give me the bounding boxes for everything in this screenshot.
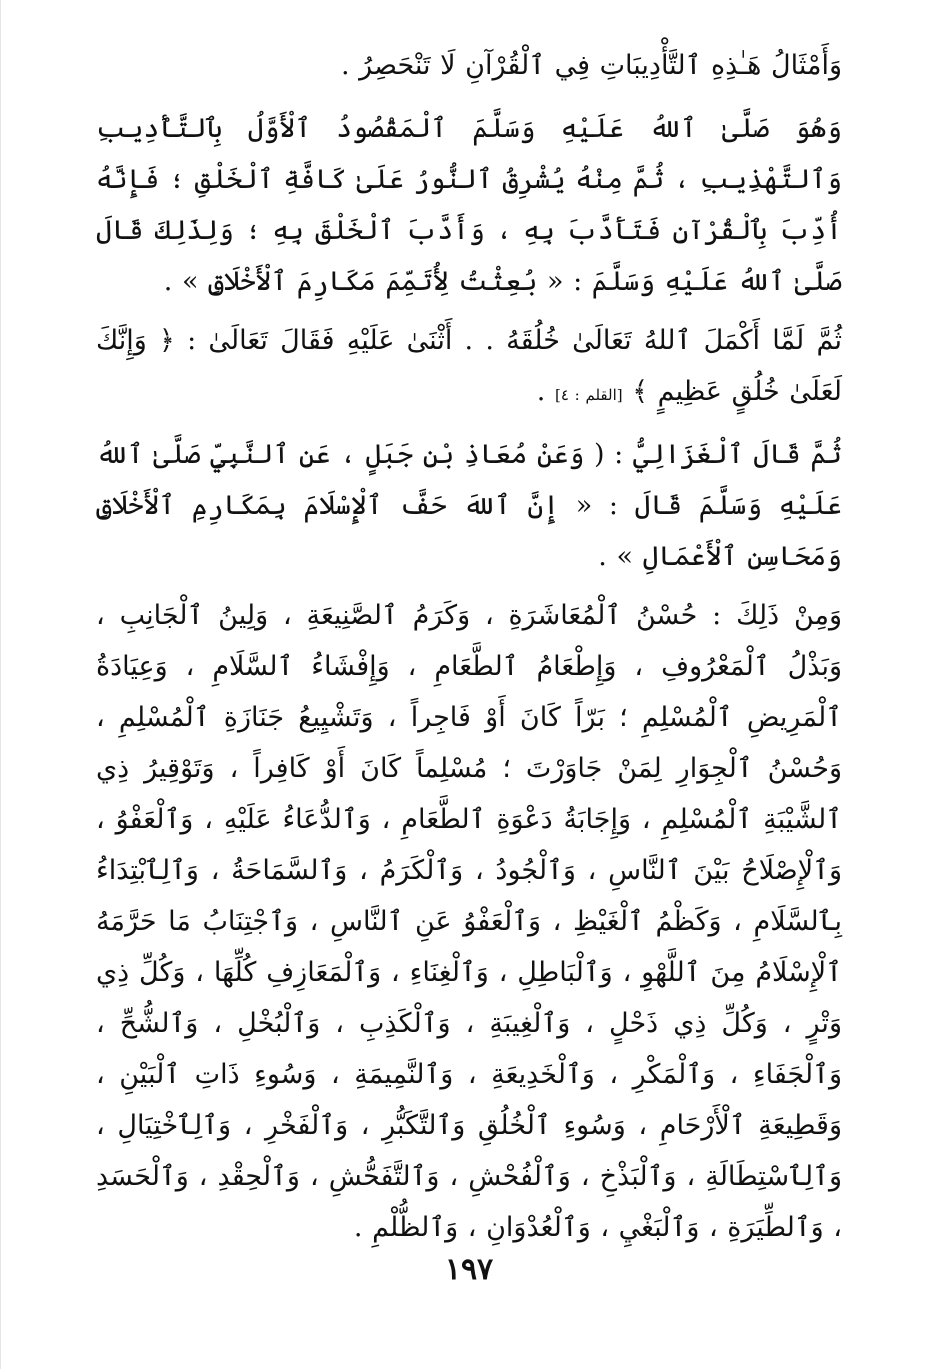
page-body	[96, 40, 842, 1253]
paragraph-4: ثُمَّ قَالَ ٱلْغَزَالِيُّ : ( وَعَنْ مُعَاذِ بْنِ جَبَلٍ ، عَنِ ٱلنَّبِيِّ صَلَّىٰ ٱللهُ عَلَيْهِ وَسَلَّمَ قَالَ : « إِنَّ ٱللهَ حَفَّ ٱلْإِسْلَامَ بِمَكَارِمِ ٱلْأَخْلَاقِ وَمَحَاسِنِ ٱلْأَعْمَالِ » .	[96, 439, 842, 572]
page-number: ١٩٧	[444, 1252, 494, 1287]
page-edge-line	[0, 0, 1, 1369]
paragraph-5: وَمِنْ ذَلِكَ : حُسْنُ ٱلْمُعَاشَرَةِ ، وَكَرَمُ ٱلصَّنِيعَةِ ، وَلِينُ ٱلْجَانِبِ ، وَبَذْلُ ٱلْمَعْرُوفِ ، وَإِطْعَامُ ٱلطَّعَامِ ، وَإِفْشَاءُ ٱلسَّلَامِ ، وَعِيَادَةُ ٱلْمَرِيضِ ٱلْمُسْلِمِ ؛ بَرّاً كَانَ أَوْ فَاجِراً ، وَتَشْيِيعُ جَنَازَةِ ٱلْمُسْلِمِ ، وَحُسْنُ ٱلْجِوَارِ لِمَنْ جَاوَرْتَ ؛ مُسْلِماً كَانَ أَوْ كَافِراً ، وَتَوْقِيرُ ذِي ٱلشَّيْبَةِ ٱلْمُسْلِمِ ، وَإِجَابَةُ دَعْوَةِ ٱلطَّعَامِ ، وَٱلدُّعَاءُ عَلَيْهِ ، وَٱلْعَفْوُ ، وَٱلْإِصْلَاحُ بَيْنَ ٱلنَّاسِ ، وَٱلْجُودُ ، وَٱلْكَرَمُ ، وَٱلسَّمَاحَةُ ، وَٱلِٱبْتِدَاءُ بِٱلسَّلَامِ ، وَكَظْمُ ٱلْغَيْظِ ، وَٱلْعَفْوُ عَنِ ٱلنَّاسِ ، وَٱجْتِنَابُ مَا حَرَّمَهُ ٱلْإِسْلَامُ مِنَ ٱللَّهْوِ ، وَٱلْبَاطِلِ ، وَٱلْغِنَاءِ ، وَٱلْمَعَازِفِ كُلِّهَا ، وَكُلِّ ذِي وَتْرٍ ، وَكُلِّ ذِي ذَحْلٍ ، وَٱلْغِيبَةِ ، وَٱلْكَذِبِ ، وَٱلْبُخْلِ ، وَٱلشُّحِّ ، وَٱلْجَفَاءِ ، وَٱلْمَكْرِ ، وَٱلْخَدِيعَةِ ، وَٱلنَّمِيمَةِ ، وَسُوءِ ذَاتِ ٱلْبَيْنِ ، وَقَطِيعَةِ ٱلْأَرْحَامِ ، وَسُوءِ ٱلْخُلُقِ وَٱلتَّكَبُّرِ ، وَٱلْفَخْرِ ، وَٱلِٱخْتِيَالِ ، وَٱلِٱسْتِطَالَةِ ، وَٱلْبَذْخِ ، وَٱلْفُحْشِ ، وَٱلتَّفَحُّشِ ، وَٱلْحِقْدِ ، وَٱلْحَسَدِ ، وَٱلطِّيَرَةِ ، وَٱلْبَغْيِ ، وَٱلْعُدْوَانِ ، وَٱلظُّلْمِ .	[96, 600, 842, 1243]
paragraph-1: وَأَمْثَالُ هَـٰذِهِ ٱلتَّأْدِيبَاتِ فِي ٱلْقُرْآنِ لَا تَنْحَصِرُ .	[340, 50, 842, 81]
paragraph-3	[96, 315, 842, 421]
paragraph-2: وَهُوَ صَلَّىٰ ٱللهُ عَلَيْهِ وَسَلَّمَ ٱلْمَقْصُودُ ٱلْأَوَّلُ بِٱلتَّأْدِيبِ وَٱلتَّهْذِيبِ ، ثُمَّ مِنْهُ يُشْرِقُ ٱلنُّورُ عَلَىٰ كَافَّةِ ٱلْخَلْقِ ؛ فَإِنَّهُ أُدِّبَ بِٱلْقُرْآنِ فَتَأَدَّبَ بِهِ ، وَأَدَّبَ ٱلْخَلْقَ بِهِ ؛ وَلِذَلِكَ قَالَ صَلَّىٰ ٱللهُ عَلَيْهِ وَسَلَّمَ : « بُعِثْتُ لِأُتَمِّمَ مَكَارِمَ ٱلْأَخْلَاقِ » .	[96, 113, 842, 297]
quran-reference: [القلم : ٤]	[554, 386, 623, 404]
quran-quote: ثُمَّ لَمَّا أَكْمَلَ ٱللهُ تَعَالَىٰ خُلُقَهُ . . أَثْنَىٰ عَلَيْهِ فَقَالَ تَعَالَىٰ : ﴿ وَإِنَّكَ لَعَلَىٰ خُلُقٍ عَظِيمٍ ﴾	[96, 325, 842, 407]
paragraph-3-end: .	[536, 376, 555, 407]
